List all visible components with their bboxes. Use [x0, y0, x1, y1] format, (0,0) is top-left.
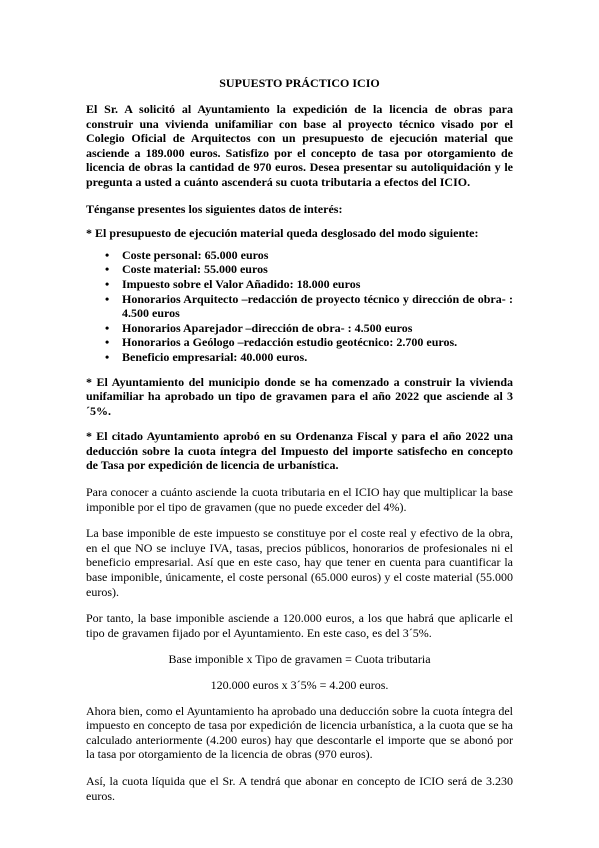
bullet-icon: •	[105, 320, 110, 335]
answer-paragraph: Para conocer a cuánto asciende la cuota tributaria en el ICIO hay que multiplicar la base imponible por el tipo de gravamen (que no puede exceder del 4%).	[86, 485, 513, 514]
bullet-icon: •	[105, 335, 110, 350]
answer-paragraph: Así, la cuota líquida que el Sr. A tendrá que abonar en concepto de ICIO será de 3.230 euros.	[86, 773, 513, 803]
bullet-icon: •	[105, 291, 110, 306]
answer-paragraph: Ahora bien, como el Ayuntamiento ha aprobado una deducción sobre la cuota íntegra del impuesto en concepto de tasa por expedición de licencia urbanística, a la cuota que se ha calculado anteriormente (4.200 euros) hay que descontarle el importe que se abonó por la tasa por otorgamiento de la licencia de obras (970 euros).	[86, 703, 513, 762]
list-item-text: Coste material: 55.000 euros	[122, 262, 268, 277]
bullet-icon: •	[105, 276, 110, 291]
list-item	[105, 276, 513, 292]
list-item	[105, 247, 513, 263]
list-item-text: Beneficio empresarial: 40.000 euros.	[122, 349, 308, 364]
breakdown-heading: * El presupuesto de ejecución material queda desglosado del modo siguiente:	[86, 226, 479, 241]
list-item	[105, 349, 513, 365]
list-item-text: Honorarios Arquitecto –redacción de proyecto técnico y dirección de obra- : 4.500 euros	[122, 291, 513, 321]
bullet-icon: •	[105, 247, 110, 262]
answer-paragraph: Por tanto, la base imponible asciende a 120.000 euros, a los que habrá que aplicarle el tipo de gravamen fijado por el Ayuntamiento. En este caso, es del 3´5%.	[86, 611, 513, 640]
list-item	[105, 291, 513, 321]
list-item	[105, 320, 513, 336]
list-item-text: Coste personal: 65.000 euros	[122, 247, 269, 262]
bullet-icon: •	[105, 349, 110, 364]
list-item	[105, 335, 513, 350]
tax-rate-note: * El Ayuntamiento del municipio donde se ha comenzado a construir la vivienda unifamiliar ha aprobado un tipo de gravamen para el año 2022 que asciende al 3´5%.	[86, 374, 513, 418]
page-title: SUPUESTO PRÁCTICO ICIO	[219, 76, 380, 90]
list-item-text: Honorarios Aparejador –dirección de obra- : 4.500 euros	[122, 320, 413, 335]
bullet-icon: •	[105, 262, 110, 277]
breakdown-list	[86, 248, 513, 365]
case-statement: El Sr. A solicitó al Ayuntamiento la expedición de la licencia de obras para construir una vivienda unifamiliar con base al proyecto técnico visado por el Colegio Oficial de Arquitectos con un presupuesto de ejecución material que asciende a 189.000 euros. Satisfizo por el concepto de tasa por otorgamiento de licencia de obras la cantidad de 970 euros. Desea presentar su autoliquidación y le pregunta a usted a cuánto ascenderá su cuota tributaria a efectos del ICIO.	[86, 102, 513, 189]
list-item-text: Honorarios a Geólogo –redacción estudio geotécnico: 2.700 euros.	[122, 335, 458, 350]
list-item	[105, 262, 513, 277]
formula-line: Base imponible x Tipo de gravamen = Cuota tributaria	[168, 652, 431, 667]
data-heading: Ténganse presentes los siguientes datos de interés:	[86, 201, 343, 216]
deduction-note: * El citado Ayuntamiento aprobó en su Ordenanza Fiscal y para el año 2022 una deducción sobre la cuota íntegra del Impuesto del importe satisfecho en concepto de Tasa por expedición de licencia de urbanística.	[86, 429, 513, 473]
answer-paragraph: La base imponible de este impuesto se constituye por el coste real y efectivo de la obra, en el que NO se incluye IVA, tasas, precios públicos, honorarios de profesionales ni el beneficio empresarial. Así que en este caso, hay que tener en cuenta para cuantificar la base imponible, únicamente, el coste personal (65.000 euros) y el coste material (55.000 euros).	[86, 526, 513, 599]
list-item-text: Impuesto sobre el Valor Añadido: 18.000 euros	[122, 276, 361, 291]
calculation-line: 120.000 euros x 3´5% = 4.200 euros.	[210, 678, 389, 692]
